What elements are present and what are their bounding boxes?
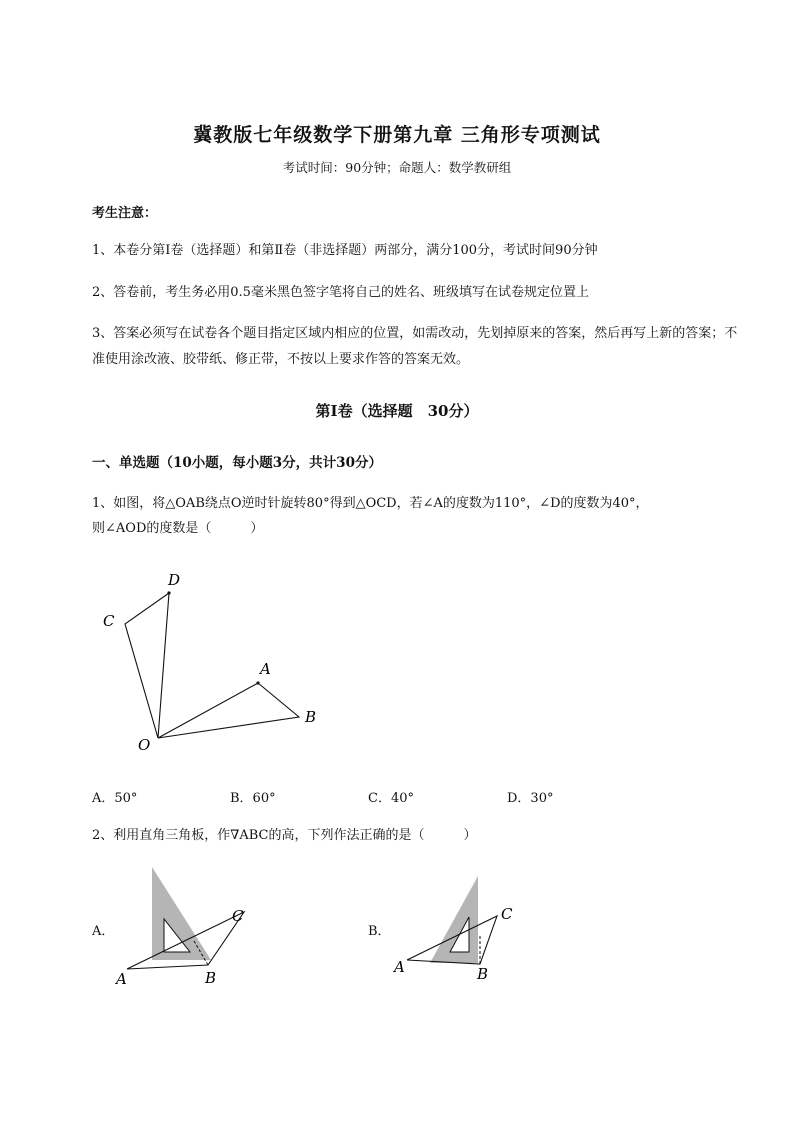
q2a-label-a: A	[116, 970, 127, 988]
q1-label-o: O	[138, 736, 151, 754]
q1-label-a: A	[260, 660, 271, 678]
document-title: 冀教版七年级数学下册第九章 三角形专项测试	[193, 124, 601, 146]
q1-stem-line1: 1、如图，将△OAB绕点O逆时针旋转80°得到△OCD，若∠A的度数为110°，∠D的度数为40°，	[92, 496, 649, 511]
document-subtitle: 考试时间：90分钟；命题人：数学教研组	[282, 160, 512, 175]
notice-item-2: 2、答卷前，考生务必用0.5毫米黑色签字笔将自己的姓名、班级填写在试卷规定位置上	[92, 285, 589, 300]
notice-item-3: 3、答案必须写在试卷各个题目指定区域内相应的位置，如需改动，先划掉原来的答案，然后再写上新的答案；不准使用涂改液、胶带纸、修正带，不按以上要求作答的答案无效。	[92, 326, 738, 367]
q2-figure-a	[110, 862, 260, 992]
notice-heading: 考生注意：	[92, 206, 158, 221]
q2a-label-c: C	[232, 907, 244, 925]
q2-option-b-label: B．	[368, 924, 391, 939]
q1-triangle-oab	[158, 683, 299, 738]
q1-point-a	[256, 681, 259, 684]
section-title: 第I卷（选择题 30分）	[315, 402, 479, 420]
q2b-label-c: C	[501, 905, 513, 923]
part-title: 一、单选题（10小题，每小题3分，共计30分）	[92, 455, 382, 471]
q2-figure-b	[390, 872, 540, 987]
notice-item-1: 1、本卷分第I卷（选择题）和第Ⅱ卷（非选择题）两部分，满分100分，考试时间90分钟	[92, 243, 598, 258]
q2b-label-b: B	[477, 965, 489, 983]
q2b-label-a: A	[394, 958, 405, 976]
q2-stem: 2、利用直角三角板，作∇ABC的高，下列作法正确的是（ ）	[92, 828, 477, 843]
q1-option-d: D．30°	[507, 791, 554, 806]
q1-point-d	[167, 591, 170, 594]
q1-option-c: C．40°	[368, 791, 414, 806]
q1-option-a: A．50°	[92, 791, 138, 806]
q2-option-a-label: A．	[92, 924, 115, 939]
q1-option-b: B．60°	[230, 791, 276, 806]
q1-stem-line2: 则∠AOD的度数是（ ）	[92, 521, 264, 536]
q1-label-b: B	[305, 708, 317, 726]
q2a-label-b: B	[205, 969, 217, 987]
q1-label-d: D	[168, 571, 181, 589]
q1-label-c: C	[103, 612, 115, 630]
q1-triangle-ocd	[125, 593, 169, 738]
q1-figure	[90, 565, 330, 755]
